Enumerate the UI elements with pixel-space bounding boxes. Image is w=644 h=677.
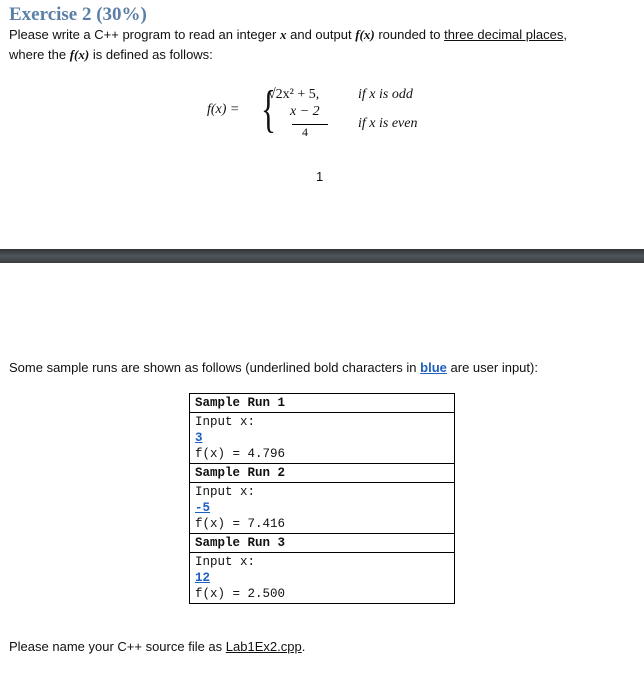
sample-body xyxy=(190,483,455,534)
brace: { xyxy=(260,81,276,138)
output: f(x) = 4.796 xyxy=(195,447,286,461)
blue-word: blue xyxy=(420,360,447,375)
intro-text: rounded to xyxy=(378,27,441,42)
user-input: -5 xyxy=(195,501,211,515)
var-fx: f(x) xyxy=(69,47,90,62)
var-x: x xyxy=(280,27,287,42)
intro-text: Please write a C++ program to read an integer xyxy=(9,27,277,42)
period: . xyxy=(301,639,306,654)
case2-den: 4 xyxy=(302,125,308,139)
output: f(x) = 2.500 xyxy=(195,587,286,601)
prompt: Input x: xyxy=(195,485,256,499)
output: f(x) = 7.416 xyxy=(195,517,286,531)
intro-text: is defined as follows: xyxy=(92,47,213,62)
file-note xyxy=(9,637,305,657)
sample-title: Sample Run 1 xyxy=(190,394,455,413)
comma: , xyxy=(563,27,567,42)
file-name: Lab1Ex2.cpp xyxy=(225,639,302,654)
sample-body xyxy=(190,553,455,604)
intro-paragraph xyxy=(9,25,635,65)
text: Some sample runs are shown as follows (underlined bold characters in xyxy=(9,360,417,375)
intro-text: and output xyxy=(290,27,352,42)
sample-title: Sample Run 2 xyxy=(190,464,455,483)
case1-expr: √2x² + 5, xyxy=(268,87,320,102)
exercise-title: Exercise 2 (30%) xyxy=(9,4,147,25)
text: are user input): xyxy=(450,360,538,375)
sample-body xyxy=(190,413,455,464)
sample-title: Sample Run 3 xyxy=(190,534,455,553)
case2-cond: if x is even xyxy=(358,116,418,131)
page-number: 1 xyxy=(316,169,324,184)
intro-text: where the xyxy=(9,47,67,62)
formula-lhs: f(x) = xyxy=(207,102,240,117)
sample-runs-table xyxy=(189,393,455,604)
samples-intro xyxy=(9,358,538,378)
page-separator xyxy=(0,249,644,263)
text: Please name your C++ source file as xyxy=(9,639,223,654)
three-decimal-places: three decimal places xyxy=(444,27,564,42)
prompt: Input x: xyxy=(195,415,256,429)
user-input: 12 xyxy=(195,571,211,585)
user-input: 3 xyxy=(195,431,203,445)
prompt: Input x: xyxy=(195,555,256,569)
var-fx: f(x) xyxy=(355,27,375,42)
case2-num: x − 2 xyxy=(290,104,320,119)
fraction-bar xyxy=(292,124,328,125)
case1-cond: if x is odd xyxy=(358,87,413,102)
